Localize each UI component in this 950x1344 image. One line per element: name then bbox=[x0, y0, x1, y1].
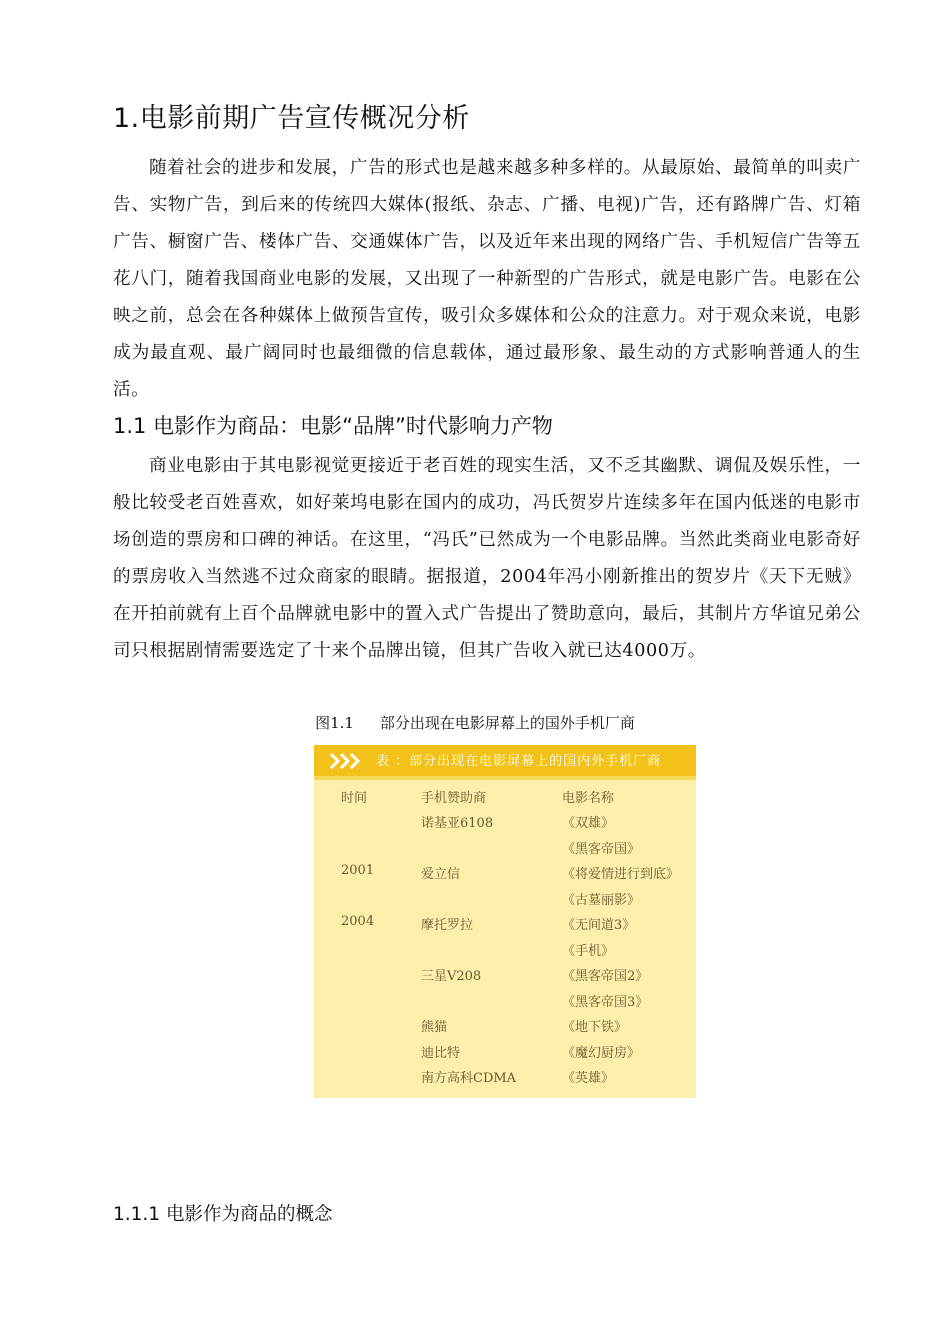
section-heading-1-1: 1.1 电影作为商品：电影“品牌”时代影响力产物 bbox=[113, 414, 553, 438]
table-cell-film: 《黑客帝国2》 bbox=[562, 969, 649, 984]
table-cell-sponsor: 爱立信 bbox=[421, 867, 461, 882]
table-cell-film: 《无间道3》 bbox=[562, 918, 636, 933]
column-header-time: 时间 bbox=[341, 791, 368, 806]
table-cell-film: 《地下铁》 bbox=[562, 1020, 628, 1035]
table-cell-sponsor: 迪比特 bbox=[421, 1045, 461, 1061]
figure-header-title: 表 ：部分出现在电影屏幕上的国内外手机厂商 bbox=[376, 754, 662, 769]
table-cell-film: 《古墓丽影》 bbox=[562, 892, 641, 908]
chevron-arrows-icon bbox=[329, 751, 373, 771]
table-cell-film: 《魔幻厨房》 bbox=[562, 1045, 641, 1061]
table-cell-film: 《黑客帝国》 bbox=[562, 841, 641, 857]
table-cell-sponsor: 摩托罗拉 bbox=[421, 918, 474, 933]
table-cell-film: 《手机》 bbox=[562, 943, 615, 959]
figure-number: 图1.1 bbox=[315, 714, 354, 732]
figure-header-bar bbox=[314, 745, 696, 776]
table-cell-film: 《黑客帝国3》 bbox=[562, 994, 649, 1010]
table-cell-film: 《将爱情进行到底》 bbox=[562, 867, 680, 882]
column-header-film: 电影名称 bbox=[562, 791, 615, 806]
section-heading-1-1-1: 1.1.1 电影作为商品的概念 bbox=[113, 1204, 333, 1225]
paragraph-commercial-film: 商业电影由于其电影视觉更接近于老百姓的现实生活，又不乏其幽默、调侃及娱乐性，一般比较受老百姓喜欢，如好莱坞电影在国内的成功，冯氏贺岁片连续多年在国内低迷的电影市场创造的票房和口碑的神话。在这里，“冯氏”已然成为一个电影品牌。当然此类商业电影奇好的票房收入当然逃不过众商家的眼睛。据报道，2004年冯小刚新推出的贺岁片《天下无贼》在开拍前就有上百个品牌就电影中的置入式广告提出了赞助意向，最后，其制片方华谊兄弟公司只根据剧情需要选定了十来个品牌出镜，但其广告收入就已达4000万。 bbox=[113, 456, 861, 661]
table-cell-sponsor: 三星V208 bbox=[421, 969, 482, 984]
table-cell-film: 《双雄》 bbox=[562, 816, 615, 831]
figure-caption-text: 部分出现在电影屏幕上的国外手机厂商 bbox=[379, 714, 635, 732]
table-cell-time: 2001 bbox=[341, 863, 375, 878]
sponsor-table-figure bbox=[314, 745, 696, 1098]
column-header-sponsor: 手机赞助商 bbox=[421, 791, 487, 806]
table-cell-film: 《英雄》 bbox=[562, 1071, 615, 1086]
table-cell-sponsor: 诺基亚6108 bbox=[421, 816, 494, 831]
figure-caption bbox=[0, 712, 950, 733]
section-heading-1: 1.电影前期广告宣传概况分析 bbox=[113, 103, 470, 134]
table-cell-sponsor: 南方高科CDMA bbox=[421, 1071, 517, 1086]
table-cell-time: 2004 bbox=[341, 914, 375, 929]
paragraph-intro: 随着社会的进步和发展，广告的形式也是越来越多种多样的。从最原始、最简单的叫卖广告、实物广告，到后来的传统四大媒体(报纸、杂志、广播、电视)广告，还有路牌广告、灯箱广告、橱窗广告、楼体广告、交通媒体广告，以及近年来出现的网络广告、手机短信广告等五花八门，随着我国商业电影的发展，又出现了一种新型的广告形式，就是电影广告。电影在公映之前，总会在各种媒体上做预告宣传，吸引众多媒体和公众的注意力。对于观众来说，电影成为最直观、最广阔同时也最细微的信息载体，通过最形象、最生动的方式影响普通人的生活。 bbox=[113, 158, 861, 400]
table-cell-sponsor: 熊猫 bbox=[421, 1020, 448, 1035]
